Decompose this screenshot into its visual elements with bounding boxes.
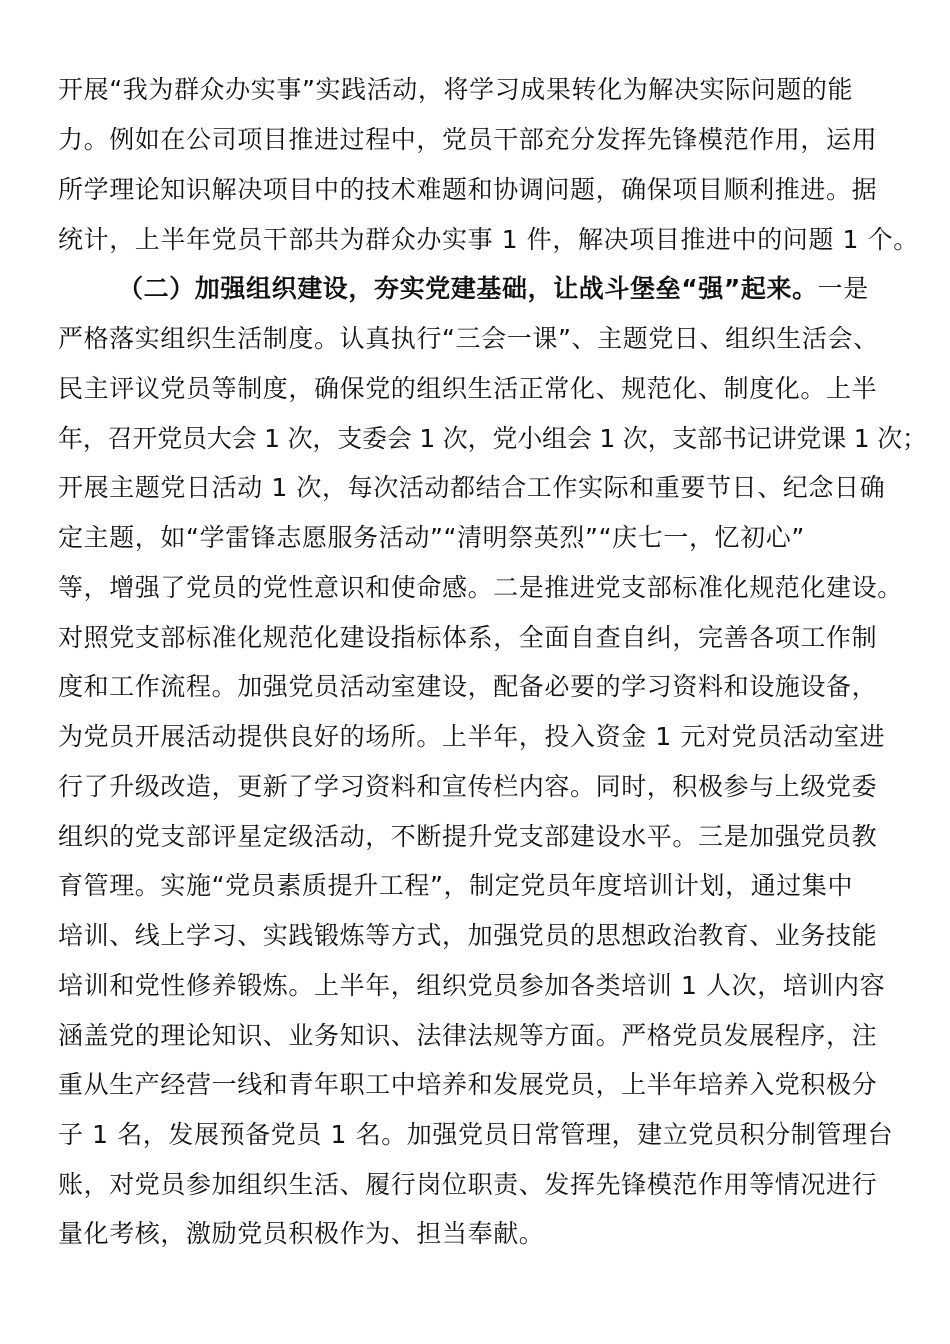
paragraph-2-line-17: 子 1 名，发展预备党员 1 名。加强党员日常管理，建立党员积分制管理台 bbox=[58, 1120, 894, 1149]
paragraph-2-line-5: 定主题，如“学雷锋志愿服务活动”“清明祭英烈”“庆七一，忆初心” bbox=[58, 523, 805, 552]
paragraph-2-line-19: 量化考核，激励党员积极作为、担当奉献。 bbox=[58, 1219, 545, 1248]
paragraph-2-line-3: 年，召开党员大会 1 次，支委会 1 次，党小组会 1 次，支部书记讲党课 1 次； bbox=[58, 424, 927, 453]
paragraph-2-line-8: 度和工作流程。加强党员活动室建设，配备必要的学习资料和设施设备， bbox=[58, 672, 878, 701]
paragraph-2-line-11: 组织的党支部评星定级活动，不断提升党支部建设水平。三是加强党员教 bbox=[58, 822, 878, 851]
paragraph-2-line-18: 账，对党员参加组织生活、履行岗位职责、发挥先锋模范作用等情况进行 bbox=[58, 1170, 878, 1199]
paragraph-2-first-line bbox=[118, 273, 869, 305]
section-heading: （二）加强组织建设，夯实党建基础，让战斗堡垒“强”起来。 bbox=[118, 274, 818, 303]
paragraph-2-line-12: 育管理。实施“党员素质提升工程”，制定党员年度培训计划，通过集中 bbox=[58, 871, 854, 900]
paragraph-2-line-14: 培训和党性修养锻炼。上半年，组织党员参加各类培训 1 人次，培训内容 bbox=[58, 971, 886, 1000]
paragraph-1-line-3: 所学理论知识解决项目中的技术难题和协调问题，确保项目顺利推进。据 bbox=[58, 175, 878, 204]
paragraph-2-line-2: 民主评议党员等制度，确保党的组织生活正常化、规范化、制度化。上半 bbox=[58, 374, 878, 403]
paragraph-1-line-2: 力。例如在公司项目推进过程中，党员干部充分发挥先锋模范作用，运用 bbox=[58, 125, 878, 154]
paragraph-2-line-7: 对照党支部标准化规范化建设指标体系，全面自查自纠，完善各项工作制 bbox=[58, 623, 878, 652]
paragraph-2-line-4: 开展主题党日活动 1 次，每次活动都结合工作实际和重要节日、纪念日确 bbox=[58, 473, 886, 502]
paragraph-2-line-13: 培训、线上学习、实践锻炼等方式，加强党员的思想政治教育、业务技能 bbox=[58, 921, 878, 950]
paragraph-2-line-1: 严格落实组织生活制度。认真执行“三会一课”、主题党日、组织生活会、 bbox=[58, 324, 879, 353]
paragraph-2-line-16: 重从生产经营一线和青年职工中培养和发展党员，上半年培养入党积极分 bbox=[58, 1070, 878, 1099]
paragraph-2-line-6: 等，增强了党员的党性意识和使命感。二是推进党支部标准化规范化建设。 bbox=[58, 573, 903, 602]
paragraph-1-line-1: 开展“我为群众办实事”实践活动，将学习成果转化为解决实际问题的能 bbox=[58, 75, 854, 104]
paragraph-2-line-9: 为党员开展活动提供良好的场所。上半年，投入资金 1 元对党员活动室进 bbox=[58, 722, 886, 751]
section-first-line-rest: 一是 bbox=[817, 274, 869, 303]
paragraph-2-line-15: 涵盖党的理论知识、业务知识、法律法规等方面。严格党员发展程序，注 bbox=[58, 1021, 878, 1050]
paragraph-2-line-10: 行了升级改造，更新了学习资料和宣传栏内容。同时，积极参与上级党委 bbox=[58, 772, 878, 801]
paragraph-1-line-4: 统计，上半年党员干部共为群众办实事 1 件，解决项目推进中的问题 1 个。 bbox=[58, 225, 919, 254]
